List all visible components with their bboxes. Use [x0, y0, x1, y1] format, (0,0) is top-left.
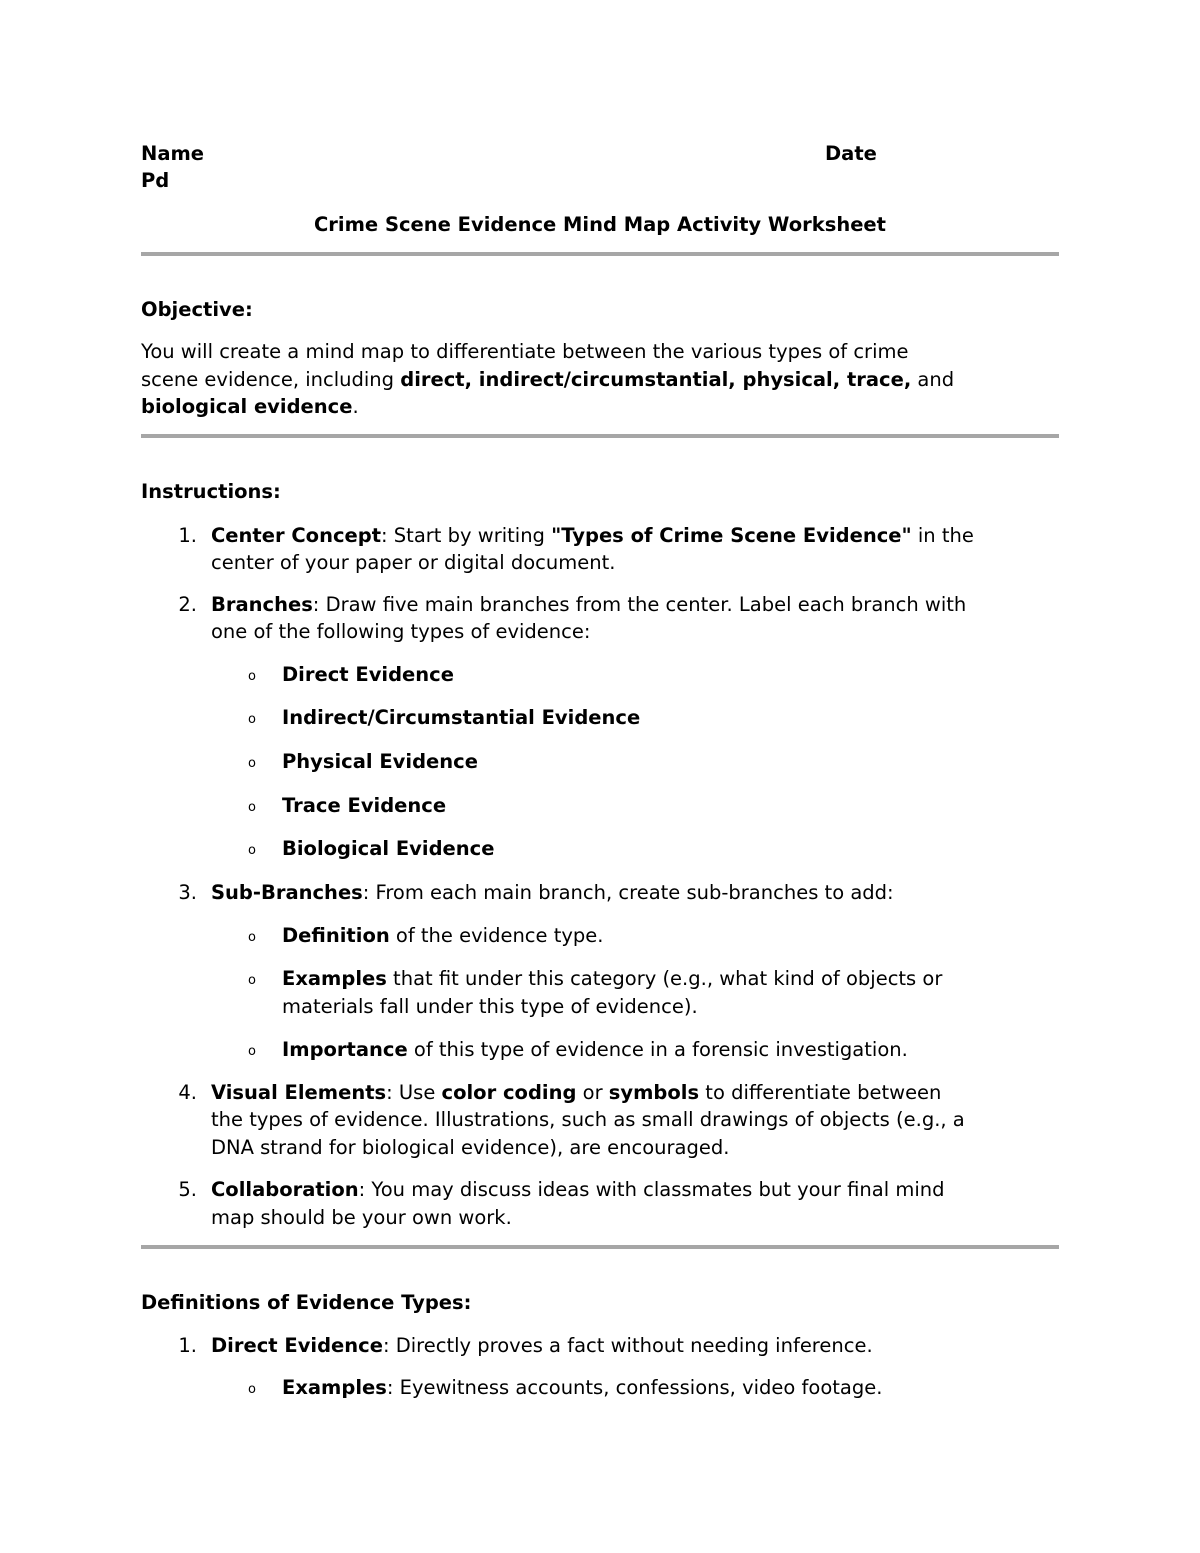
instruction-text: map should be your own work. — [211, 1206, 512, 1229]
list-number: 3. — [178, 881, 197, 904]
instruction-text: one of the following types of evidence: — [211, 620, 591, 643]
bullet-icon: o — [248, 800, 256, 815]
list-item: Importance of this type of evidence in a forensic investigation. — [282, 1038, 908, 1061]
list-number: 2. — [178, 593, 197, 616]
name-label: Name — [141, 142, 205, 165]
list-number: 4. — [178, 1081, 197, 1104]
bullet-icon: o — [248, 756, 256, 771]
instruction-text: center of your paper or digital document. — [211, 551, 616, 574]
date-label: Date — [825, 142, 877, 165]
definitions-heading: Definitions of Evidence Types: — [141, 1291, 472, 1314]
bullet-icon: o — [248, 930, 256, 945]
bullet-icon: o — [248, 843, 256, 858]
list-item: Direct Evidence — [282, 663, 454, 686]
divider — [141, 1245, 1059, 1249]
list-item: Definition of the evidence type. — [282, 924, 604, 947]
instruction-collaboration: Collaboration: You may discuss ideas with classmates but your final mind — [211, 1178, 945, 1201]
page-title: Crime Scene Evidence Mind Map Activity Worksheet — [314, 213, 886, 236]
bullet-icon: o — [248, 669, 256, 684]
list-number: 1. — [178, 524, 197, 547]
list-number: 5. — [178, 1178, 197, 1201]
list-item: Examples: Eyewitness accounts, confessions, video footage. — [282, 1376, 883, 1399]
instruction-branches: Branches: Draw five main branches from the center. Label each branch with — [211, 593, 967, 616]
list-item-continuation: materials fall under this type of evidence). — [282, 995, 698, 1018]
list-item: Biological Evidence — [282, 837, 495, 860]
period-label: Pd — [141, 169, 170, 192]
instruction-text: the types of evidence. Illustrations, such as small drawings of objects (e.g., a — [211, 1108, 965, 1131]
objective-line-3: biological evidence. — [141, 395, 359, 418]
instruction-center-concept: Center Concept: Start by writing "Types of Crime Scene Evidence" in the — [211, 524, 974, 547]
objective-line-1: You will create a mind map to differentiate between the various types of crime — [141, 340, 909, 363]
bullet-icon: o — [248, 1382, 256, 1397]
list-item: Physical Evidence — [282, 750, 478, 773]
instruction-text: DNA strand for biological evidence), are encouraged. — [211, 1136, 730, 1159]
definition-direct-evidence: Direct Evidence: Directly proves a fact without needing inference. — [211, 1334, 873, 1357]
divider — [141, 252, 1059, 256]
divider — [141, 434, 1059, 438]
instructions-heading: Instructions: — [141, 480, 281, 503]
list-item: Examples that fit under this category (e.g., what kind of objects or — [282, 967, 943, 990]
list-item: Indirect/Circumstantial Evidence — [282, 706, 641, 729]
bullet-icon: o — [248, 1044, 256, 1059]
objective-heading: Objective: — [141, 298, 253, 321]
bullet-icon: o — [248, 973, 256, 988]
objective-line-2: scene evidence, including direct, indirect/circumstantial, physical, trace, and — [141, 368, 955, 391]
list-item: Trace Evidence — [282, 794, 447, 817]
list-number: 1. — [178, 1334, 197, 1357]
instruction-visual-elements: Visual Elements: Use color coding or symbols to differentiate between — [211, 1081, 942, 1104]
instruction-sub-branches: Sub-Branches: From each main branch, create sub-branches to add: — [211, 881, 894, 904]
bullet-icon: o — [248, 712, 256, 727]
